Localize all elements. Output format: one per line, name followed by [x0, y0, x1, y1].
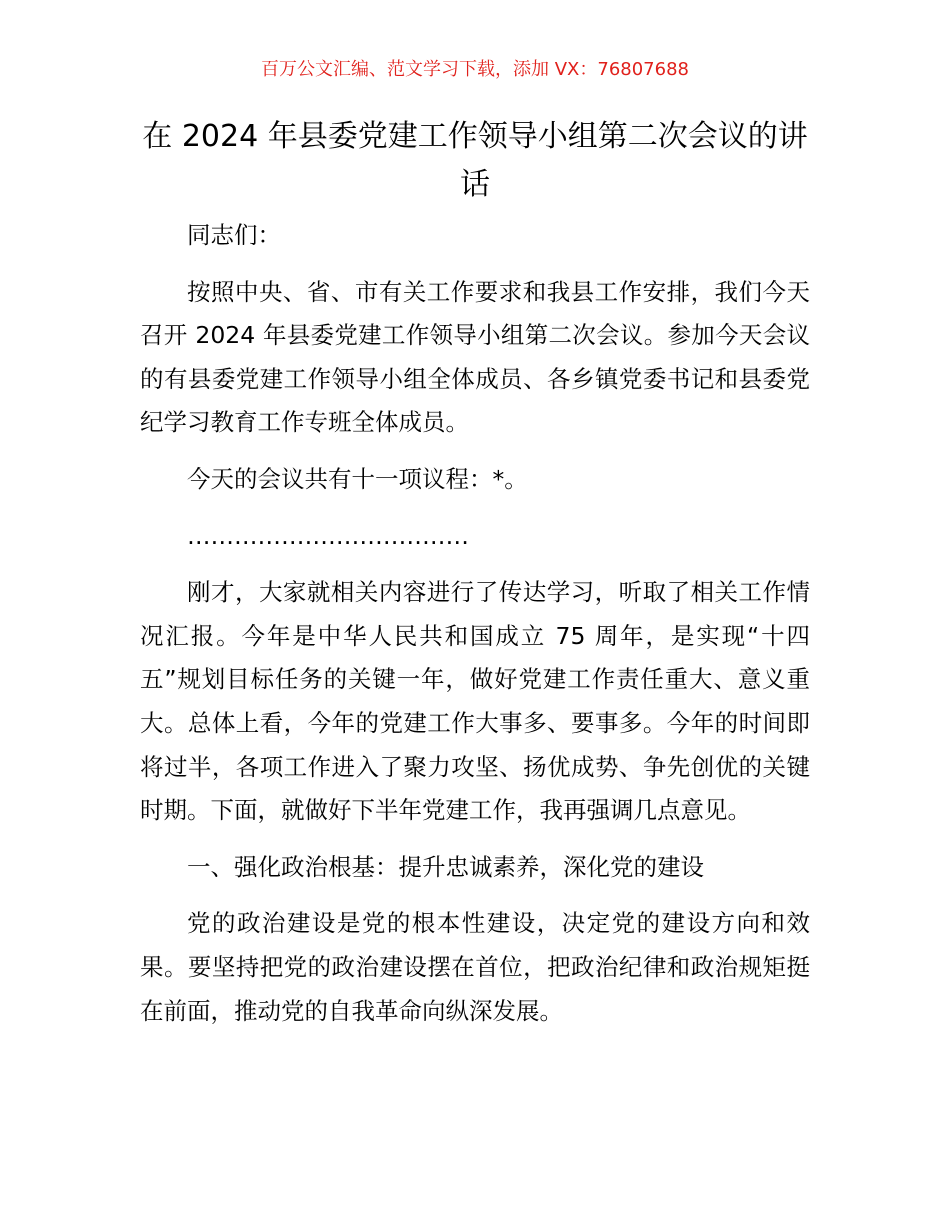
document-body [140, 214, 810, 1046]
intro-paragraph: 按照中央、省、市有关工作要求和我县工作安排，我们今天召开 2024 年县委党建工作领导小组第二次会议。参加今天会议的有县委党建工作领导小组全体成员、各乡镇党委书记和县委党纪学习教育工作专班全体成员。 [140, 277, 810, 437]
salutation: 同志们： [187, 221, 281, 249]
agenda-paragraph: 今天的会议共有十一项议程：*。 [187, 464, 528, 493]
ellipsis-divider: ……………………………… [187, 521, 469, 550]
section-1-paragraph: 党的政治建设是党的根本性建设，决定党的建设方向和效果。要坚持把党的政治建设摆在首位，把政治纪律和政治规矩挺在前面，推动党的自我革命向纵深发展。 [140, 909, 810, 1025]
section-heading-1: 一、强化政治根基：提升忠诚素养，深化党的建设 [187, 852, 704, 881]
promo-banner: 百万公文汇编、范文学习下载，添加 VX：76807688 [261, 59, 689, 80]
summary-paragraph: 刚才，大家就相关内容进行了传达学习，听取了相关工作情况汇报。今年是中华人民共和国成立 75 周年，是实现“十四五”规划目标任务的关键一年，做好党建工作责任重大、意义重大。总体上看，今年的党建工作大事多、要事多。今年的时间即将过半，各项工作进入了聚力攻坚、扬优成势、争先创优的关键时期。下面，就做好下半年党建工作，我再强调几点意见。 [140, 578, 810, 825]
document-title: 在 2024 年县委党建工作领导小组第二次会议的讲话 [142, 119, 808, 202]
